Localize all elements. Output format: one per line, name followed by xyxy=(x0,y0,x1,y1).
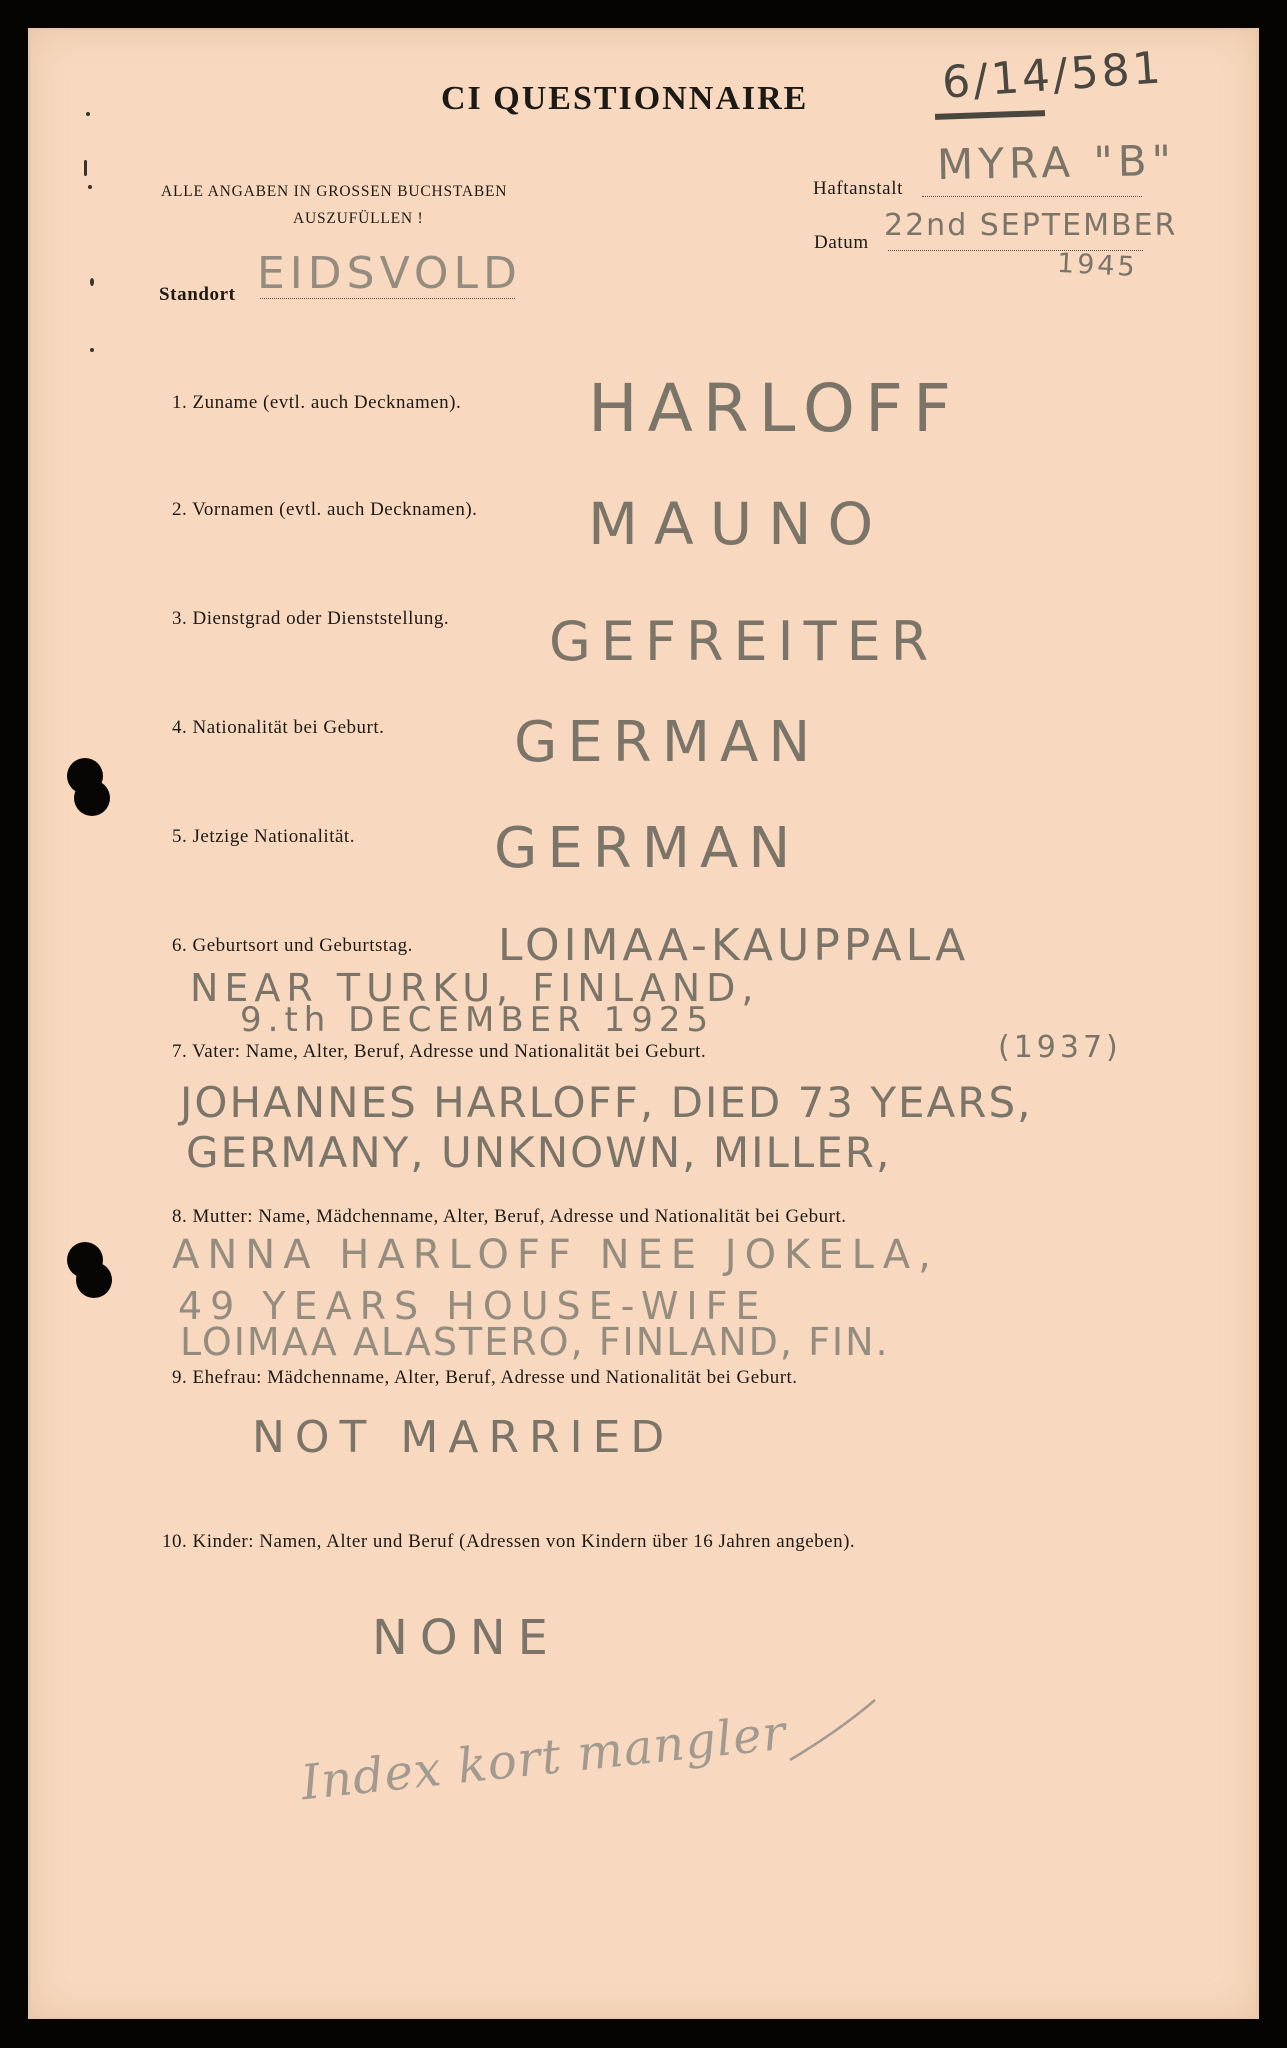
datum-value-line2: 1945 xyxy=(1056,247,1139,284)
question-7-answer-note: (1937) xyxy=(998,1030,1122,1065)
punch-hole-upper-b xyxy=(74,780,110,816)
question-2-answer: MAUNO xyxy=(588,490,890,558)
question-8-answer-line2: 49 YEARS HOUSE-WIFE xyxy=(178,1284,768,1328)
file-number: 6/14/581 xyxy=(940,42,1166,109)
speck xyxy=(88,185,92,189)
speck xyxy=(90,348,94,352)
question-9-answer: NOT MARRIED xyxy=(252,1412,675,1463)
datum-value-line1: 22nd SEPTEMBER xyxy=(884,208,1178,243)
speck xyxy=(90,278,94,286)
question-6-answer-line1: LOIMAA-KAUPPALA xyxy=(498,920,970,971)
question-4-answer: GERMAN xyxy=(514,710,821,775)
question-9-label: 9. Ehefrau: Mädchenname, Alter, Beruf, Adresse und Nationalität bei Geburt. xyxy=(172,1367,798,1388)
question-8-answer-line3: LOIMAA ALASTERO, FINLAND, FIN. xyxy=(180,1320,890,1364)
question-7-answer-line1: JOHANNES HARLOFF, DIED 73 YEARS, xyxy=(180,1078,1033,1127)
instruction-line-1: ALLE ANGABEN IN GROSSEN BUCHSTABEN xyxy=(161,183,508,200)
question-2-label: 2. Vornamen (evtl. auch Decknamen). xyxy=(172,499,478,520)
haftanstalt-value: MYRA "B" xyxy=(936,135,1177,190)
question-1-answer: HARLOFF xyxy=(588,370,961,447)
haftanstalt-line xyxy=(922,196,1142,197)
datum-label: Datum xyxy=(814,232,869,253)
question-4-label: 4. Nationalität bei Geburt. xyxy=(172,717,385,738)
instruction-line-2: AUSZUFÜLLEN ! xyxy=(293,210,424,227)
question-7-answer-line2: GERMANY, UNKNOWN, MILLER, xyxy=(186,1128,892,1177)
question-6-answer-line3: 9.th DECEMBER 1925 xyxy=(240,1000,715,1040)
punch-hole-lower-b xyxy=(76,1262,112,1298)
question-6-label: 6. Geburtsort und Geburtstag. xyxy=(172,935,413,956)
question-10-answer: NONE xyxy=(372,1610,560,1666)
question-6-answer-line2: NEAR TURKU, FINLAND, xyxy=(190,966,760,1010)
speck xyxy=(84,160,87,176)
footer-note-text: Index kort mangler xyxy=(298,1704,789,1812)
question-1-label: 1. Zuname (evtl. auch Decknamen). xyxy=(172,392,462,413)
question-5-label: 5. Jetzige Nationalität. xyxy=(172,826,355,847)
standort-label: Standort xyxy=(159,284,236,305)
speck xyxy=(86,112,90,116)
question-10-label: 10. Kinder: Namen, Alter und Beruf (Adressen von Kindern über 16 Jahren angeben). xyxy=(162,1531,856,1552)
question-8-label: 8. Mutter: Name, Mädchenname, Alter, Beruf, Adresse und Nationalität bei Geburt. xyxy=(172,1206,847,1227)
question-8-answer-line1: ANNA HARLOFF NEE JOKELA, xyxy=(172,1232,939,1278)
standort-value: EIDSVOLD xyxy=(257,248,522,299)
page-title: CI QUESTIONNAIRE xyxy=(441,80,809,117)
haftanstalt-label: Haftanstalt xyxy=(813,178,903,199)
question-5-answer: GERMAN xyxy=(494,816,801,881)
question-7-label: 7. Vater: Name, Alter, Beruf, Adresse und Nationalität bei Geburt. xyxy=(172,1041,707,1062)
question-3-answer: GEFREITER xyxy=(549,610,939,673)
question-3-label: 3. Dienstgrad oder Dienststellung. xyxy=(172,608,450,629)
